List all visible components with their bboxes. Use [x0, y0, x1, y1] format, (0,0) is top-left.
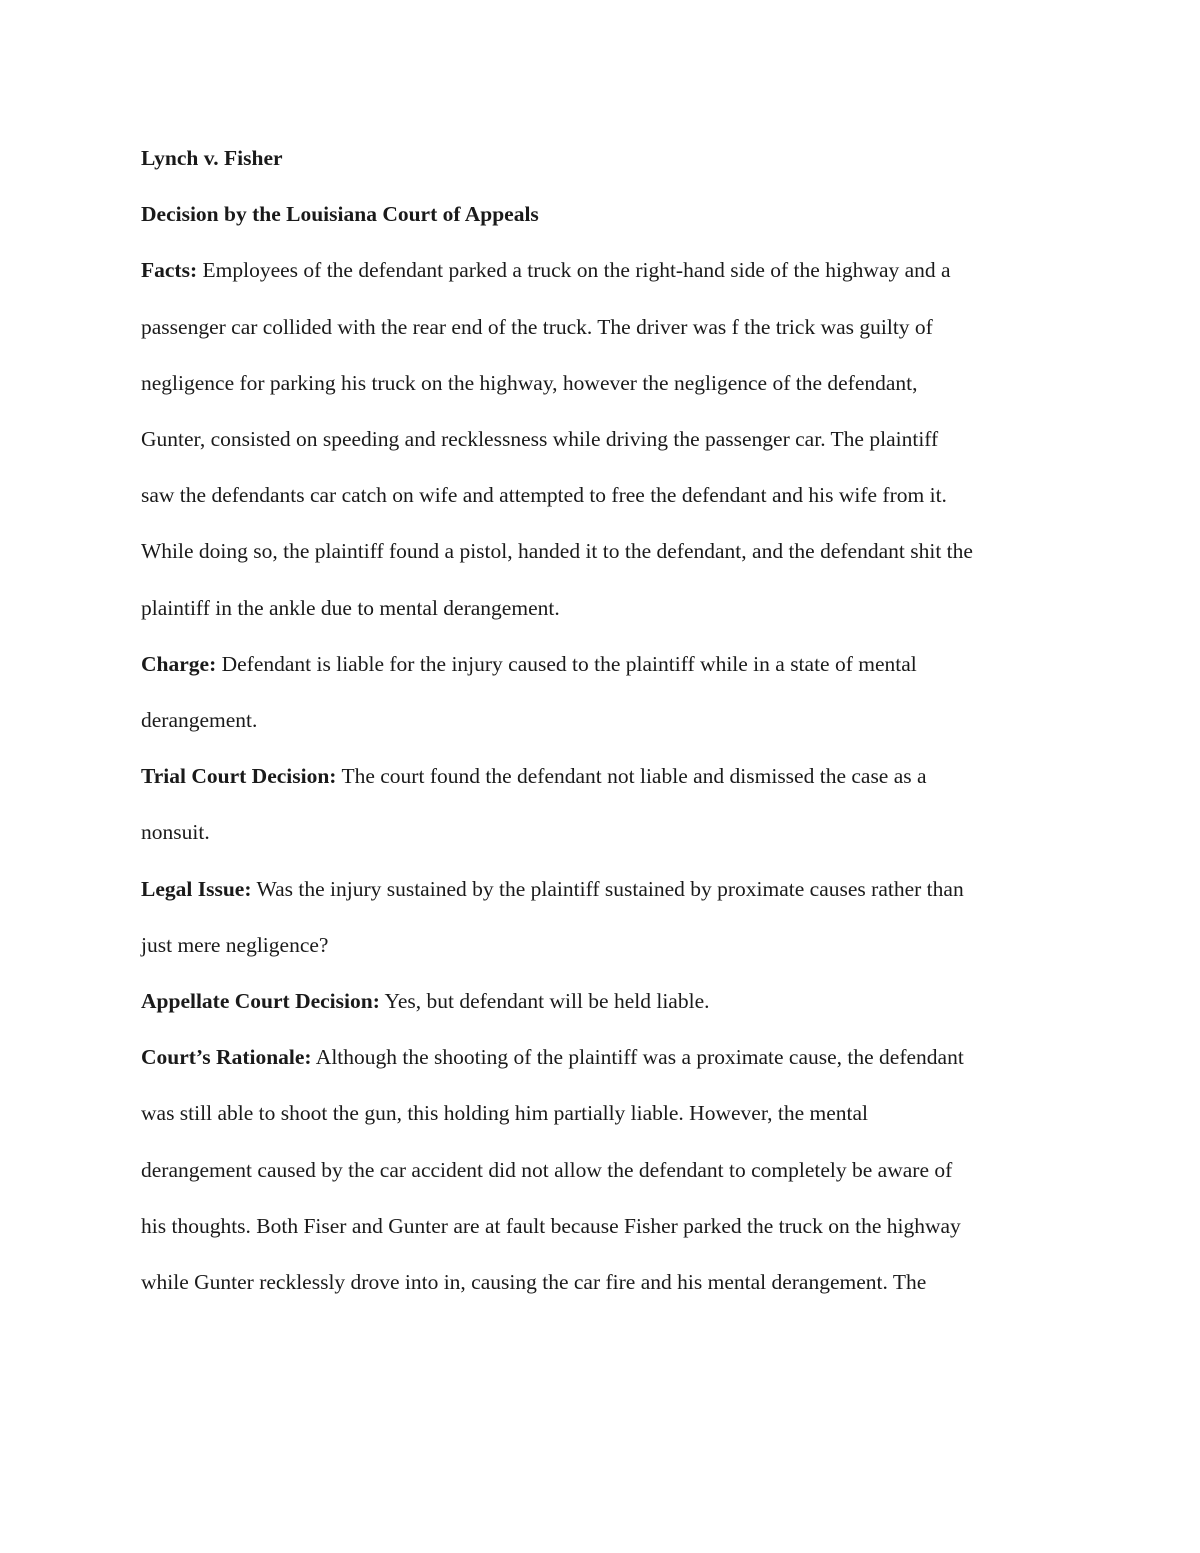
trial-court-section — [141, 748, 1071, 860]
title-text: Lynch v. Fisher — [141, 146, 283, 170]
rationale-line: derangement caused by the car accident did not allow the defendant to completely be aware of — [141, 1157, 953, 1182]
rationale-line — [141, 1029, 1071, 1085]
legal-issue-text: Was the injury sustained by the plaintiff sustained by proximate causes rather than — [256, 876, 964, 901]
legal-issue-line — [141, 861, 1071, 917]
facts-line: plaintiff in the ankle due to mental derangement. — [141, 595, 560, 620]
document-title — [141, 130, 1071, 186]
charge-text: Defendant is liable for the injury caused to the plaintiff while in a state of mental — [221, 651, 917, 676]
facts-label: Facts: — [141, 258, 198, 283]
rationale-line: his thoughts. Both Fiser and Gunter are at fault because Fisher parked the truck on the highway — [141, 1213, 961, 1238]
charge-section — [141, 636, 1071, 748]
facts-text: Employees of the defendant parked a truck on the right-hand side of the highway and a — [202, 258, 951, 283]
appellate-text: Yes, but defendant will be held liable. — [384, 989, 710, 1014]
facts-line — [141, 242, 1071, 298]
subtitle-text: Decision by the Louisiana Court of Appeals — [141, 202, 539, 227]
document-subtitle — [141, 186, 1071, 242]
trial-court-label: Trial Court Decision: — [141, 764, 337, 789]
rationale-text: Although the shooting of the plaintiff was a proximate cause, the defendant — [315, 1045, 964, 1070]
facts-section — [141, 242, 1071, 635]
legal-issue-section — [141, 861, 1071, 973]
legal-issue-label: Legal Issue: — [141, 876, 252, 901]
rationale-label: Court’s Rationale: — [141, 1045, 312, 1070]
charge-label: Charge: — [141, 651, 217, 676]
appellate-section — [141, 973, 1071, 1029]
rationale-line: while Gunter recklessly drove into in, causing the car fire and his mental derangement. The — [141, 1270, 927, 1295]
trial-court-line: nonsuit. — [141, 820, 210, 845]
trial-court-text: The court found the defendant not liable and dismissed the case as a — [341, 764, 927, 789]
facts-line: While doing so, the plaintiff found a pistol, handed it to the defendant, and the defendant shit the — [141, 539, 973, 564]
rationale-section — [141, 1029, 1071, 1310]
facts-line: negligence for parking his truck on the highway, however the negligence of the defendant, — [141, 370, 918, 395]
facts-line: passenger car collided with the rear end of the truck. The driver was f the trick was guilty of — [141, 314, 933, 339]
charge-line: derangement. — [141, 708, 258, 733]
trial-court-line — [141, 748, 1071, 804]
rationale-line: was still able to shoot the gun, this holding him partially liable. However, the mental — [141, 1101, 869, 1126]
charge-line — [141, 636, 1071, 692]
facts-line: Gunter, consisted on speeding and recklessness while driving the passenger car. The plaintiff — [141, 427, 939, 452]
appellate-line — [141, 973, 1071, 1029]
facts-line: saw the defendants car catch on wife and attempted to free the defendant and his wife from it. — [141, 483, 947, 508]
appellate-label: Appellate Court Decision: — [141, 989, 380, 1014]
legal-issue-line: just mere negligence? — [141, 932, 329, 957]
document-body — [141, 130, 1071, 1310]
